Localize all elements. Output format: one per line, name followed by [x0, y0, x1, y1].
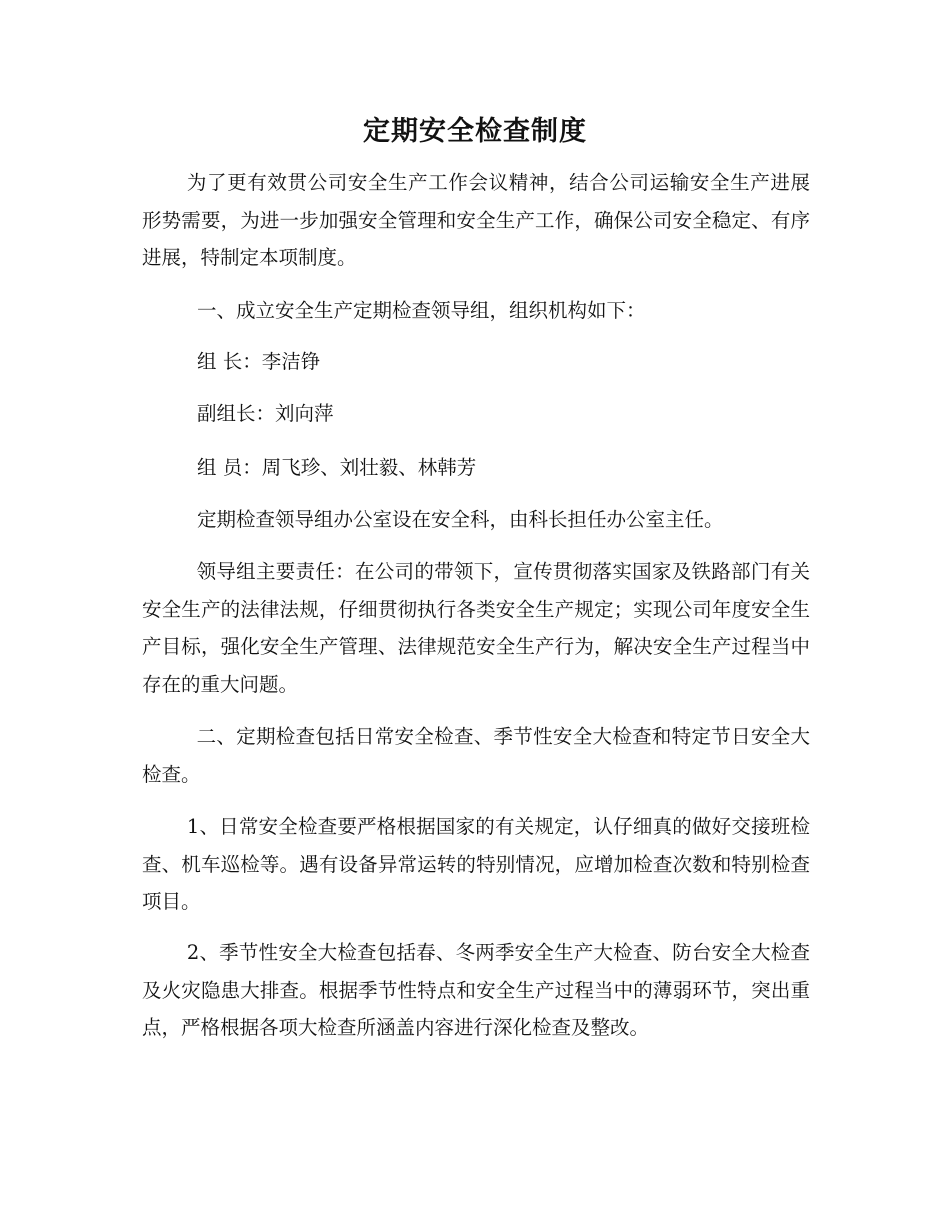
item-2-paragraph: 2、季节性安全大检查包括春、冬两季安全生产大检查、防台安全大检查及火灾隐患大排查。根据季节性特点和安全生产过程当中的薄弱环节，突出重点，严格根据各项大检查所涵盖内容进行深化检查及整改。 [142, 941, 810, 1039]
office-note: 定期检查领导组办公室设在安全科，由科长担任办公室主任。 [197, 508, 724, 531]
document-title: 定期安全检查制度 [363, 116, 587, 147]
responsibilities-paragraph: 领导组主要责任：在公司的带领下，宣传贯彻落实国家及铁路部门有关安全生产的法律法规，仔细贯彻执行各类安全生产规定；实现公司年度安全生产目标，强化安全生产管理、法律规范安全生产行为，解决安全生产过程当中存在的重大问题。 [142, 560, 810, 696]
section-2-heading: 二、定期检查包括日常安全检查、季节性安全大检查和特定节日安全大检查。 [142, 725, 810, 786]
item-1-paragraph: 1、日常安全检查要严格根据国家的有关规定，认仔细真的做好交接班检查、机车巡检等。遇有设备异常运转的特别情况，应增加检查次数和特别检查项目。 [142, 815, 810, 913]
deputy-leader-line: 副组长：刘向萍 [197, 402, 334, 425]
intro-paragraph: 为了更有效贯公司安全生产工作会议精神，结合公司运输安全生产进展形势需要，为进一步加强安全管理和安全生产工作，确保公司安全稳定、有序进展，特制定本项制度。 [142, 171, 810, 269]
leader-line: 组 长：李洁铮 [197, 350, 321, 373]
section-1-heading: 一、成立安全生产定期检查领导组，组织机构如下： [197, 299, 646, 322]
members-line: 组 员：周飞珍、刘壮毅、林韩芳 [197, 456, 477, 479]
